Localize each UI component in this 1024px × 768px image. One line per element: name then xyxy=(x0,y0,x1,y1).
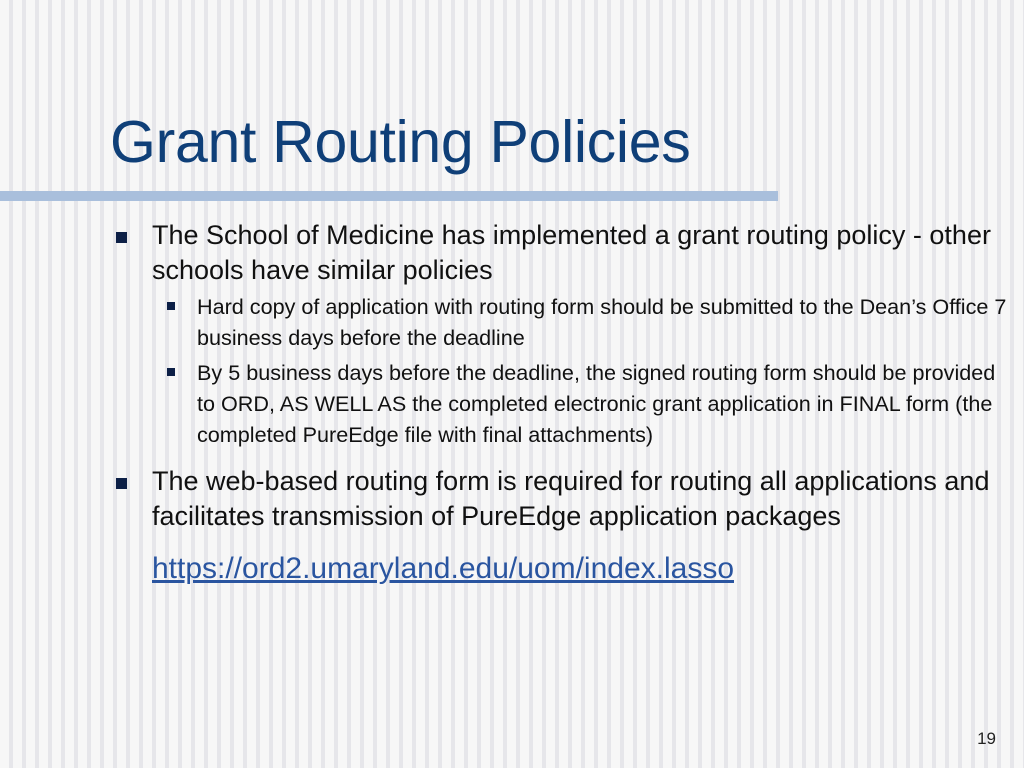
sub-bullet-signed-form xyxy=(110,357,1010,450)
bullet-item-web-routing-form xyxy=(110,464,1010,534)
link-container xyxy=(110,550,1010,588)
bullet-text: The web-based routing form is required for routing all applications and facilitates transmission of PureEdge application packages xyxy=(152,466,990,531)
title-underline-bar xyxy=(0,191,778,201)
bullet-item-routing-policy xyxy=(110,218,1010,288)
square-bullet-icon xyxy=(116,232,127,243)
sub-bullet-text: Hard copy of application with routing form should be submitted to the Dean’s Office 7 business days before the deadline xyxy=(197,294,1007,350)
square-bullet-icon xyxy=(116,478,127,489)
square-bullet-icon xyxy=(167,368,175,376)
bullet-text: The School of Medicine has implemented a grant routing policy - other schools have similar policies xyxy=(152,220,991,285)
routing-form-link[interactable]: https://ord2.umaryland.edu/uom/index.lasso xyxy=(152,552,734,585)
page-number: 19 xyxy=(977,729,996,748)
slide-content xyxy=(110,218,1010,588)
square-bullet-icon xyxy=(167,302,175,310)
sub-bullet-hard-copy xyxy=(110,291,1010,353)
sub-bullet-text: By 5 business days before the deadline, the signed routing form should be provided to ORD, AS WELL AS the completed electronic grant application in FINAL form (the completed PureEdge file with final attachments) xyxy=(197,360,996,447)
slide-title: Grant Routing Policies xyxy=(110,109,691,175)
